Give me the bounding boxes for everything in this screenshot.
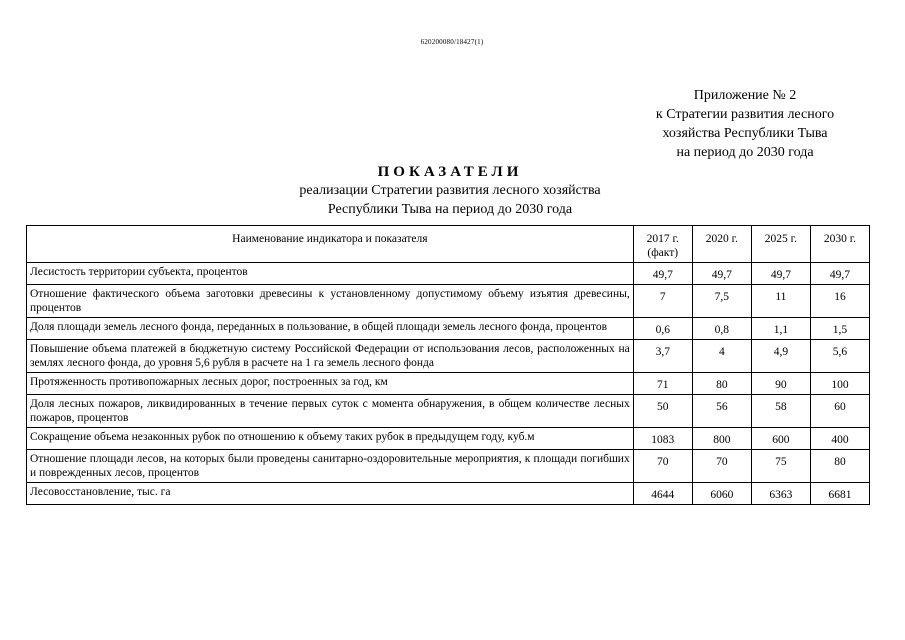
indicator-value: 56 bbox=[692, 395, 751, 428]
indicator-name: Протяженность противопожарных лесных дорог, построенных за год, км bbox=[27, 373, 634, 395]
indicator-value: 6363 bbox=[751, 483, 810, 505]
indicator-value: 7 bbox=[633, 285, 692, 318]
column-header: 2030 г. bbox=[810, 226, 869, 263]
indicator-value: 3,7 bbox=[633, 340, 692, 373]
indicator-name: Доля площади земель лесного фонда, переданных в пользование, в общей площади земель лесного фонда, процентов bbox=[27, 318, 634, 340]
table-row bbox=[27, 318, 870, 340]
indicator-value: 1,1 bbox=[751, 318, 810, 340]
indicator-value: 4644 bbox=[633, 483, 692, 505]
column-header: Наименование индикатора и показателя bbox=[27, 226, 634, 263]
appendix-line: к Стратегии развития лесного bbox=[655, 107, 835, 122]
indicator-value: 49,7 bbox=[633, 263, 692, 285]
indicator-value: 60 bbox=[810, 395, 869, 428]
indicator-value: 600 bbox=[751, 428, 810, 450]
indicator-value: 1083 bbox=[633, 428, 692, 450]
indicator-value: 400 bbox=[810, 428, 869, 450]
indicator-value: 16 bbox=[810, 285, 869, 318]
column-header: 2020 г. bbox=[692, 226, 751, 263]
indicator-value: 7,5 bbox=[692, 285, 751, 318]
indicator-value: 50 bbox=[633, 395, 692, 428]
indicator-value: 6060 bbox=[692, 483, 751, 505]
column-header: 2025 г. bbox=[751, 226, 810, 263]
page-subtitle bbox=[200, 181, 700, 219]
indicator-value: 58 bbox=[751, 395, 810, 428]
indicator-value: 70 bbox=[692, 450, 751, 483]
table-row bbox=[27, 263, 870, 285]
indicator-value: 49,7 bbox=[692, 263, 751, 285]
indicator-value: 100 bbox=[810, 373, 869, 395]
indicator-name: Отношение площади лесов, на которых были проведены санитарно-оздоровительные мероприятия, к площади погибших и поврежденных лесов, процентов bbox=[27, 450, 634, 483]
indicator-value: 4 bbox=[692, 340, 751, 373]
appendix-line: хозяйства Республики Тыва bbox=[662, 126, 828, 141]
indicator-value: 0,6 bbox=[633, 318, 692, 340]
table-row bbox=[27, 428, 870, 450]
indicator-value: 80 bbox=[810, 450, 869, 483]
indicators-table bbox=[26, 225, 870, 505]
indicator-value: 70 bbox=[633, 450, 692, 483]
indicator-value: 71 bbox=[633, 373, 692, 395]
column-header: 2017 г. (факт) bbox=[633, 226, 692, 263]
table-row bbox=[27, 450, 870, 483]
indicator-name: Отношение фактического объема заготовки древесины к установленному допустимому объему изъятия древесины, процентов bbox=[27, 285, 634, 318]
appendix-line: Приложение № 2 bbox=[693, 88, 797, 103]
indicator-value: 0,8 bbox=[692, 318, 751, 340]
indicator-value: 11 bbox=[751, 285, 810, 318]
table-row bbox=[27, 285, 870, 318]
indicator-value: 4,9 bbox=[751, 340, 810, 373]
indicator-value: 49,7 bbox=[751, 263, 810, 285]
appendix-line: на период до 2030 года bbox=[676, 145, 814, 160]
table-header-row bbox=[27, 226, 870, 263]
document-id: 620200080/18427(1) bbox=[420, 38, 484, 46]
table-row bbox=[27, 395, 870, 428]
indicator-value: 6681 bbox=[810, 483, 869, 505]
page-title: ПОКАЗАТЕЛИ bbox=[377, 164, 523, 180]
appendix-header bbox=[620, 86, 870, 162]
indicator-value: 90 bbox=[751, 373, 810, 395]
table-row bbox=[27, 373, 870, 395]
indicator-name: Лесовосстановление, тыс. га bbox=[27, 483, 634, 505]
indicator-value: 49,7 bbox=[810, 263, 869, 285]
indicator-name: Доля лесных пожаров, ликвидированных в течение первых суток с момента обнаружения, в общем количестве лесных пожаров, процентов bbox=[27, 395, 634, 428]
table-row bbox=[27, 340, 870, 373]
subtitle-line: реализации Стратегии развития лесного хозяйства bbox=[299, 183, 601, 198]
table-row bbox=[27, 483, 870, 505]
indicator-value: 75 bbox=[751, 450, 810, 483]
subtitle-line: Республики Тыва на период до 2030 года bbox=[327, 202, 573, 217]
indicator-name: Лесистость территории субъекта, процентов bbox=[27, 263, 634, 285]
indicator-value: 80 bbox=[692, 373, 751, 395]
indicator-name: Сокращение объема незаконных рубок по отношению к объему таких рубок в предыдущем году, куб.м bbox=[27, 428, 634, 450]
indicator-name: Повышение объема платежей в бюджетную систему Российской Федерации от использования лесов, расположенных на землях лесного фонда, до уровня 5,6 рубля в расчете на 1 га земель лесного фонда bbox=[27, 340, 634, 373]
indicator-value: 1,5 bbox=[810, 318, 869, 340]
indicator-value: 800 bbox=[692, 428, 751, 450]
indicator-value: 5,6 bbox=[810, 340, 869, 373]
